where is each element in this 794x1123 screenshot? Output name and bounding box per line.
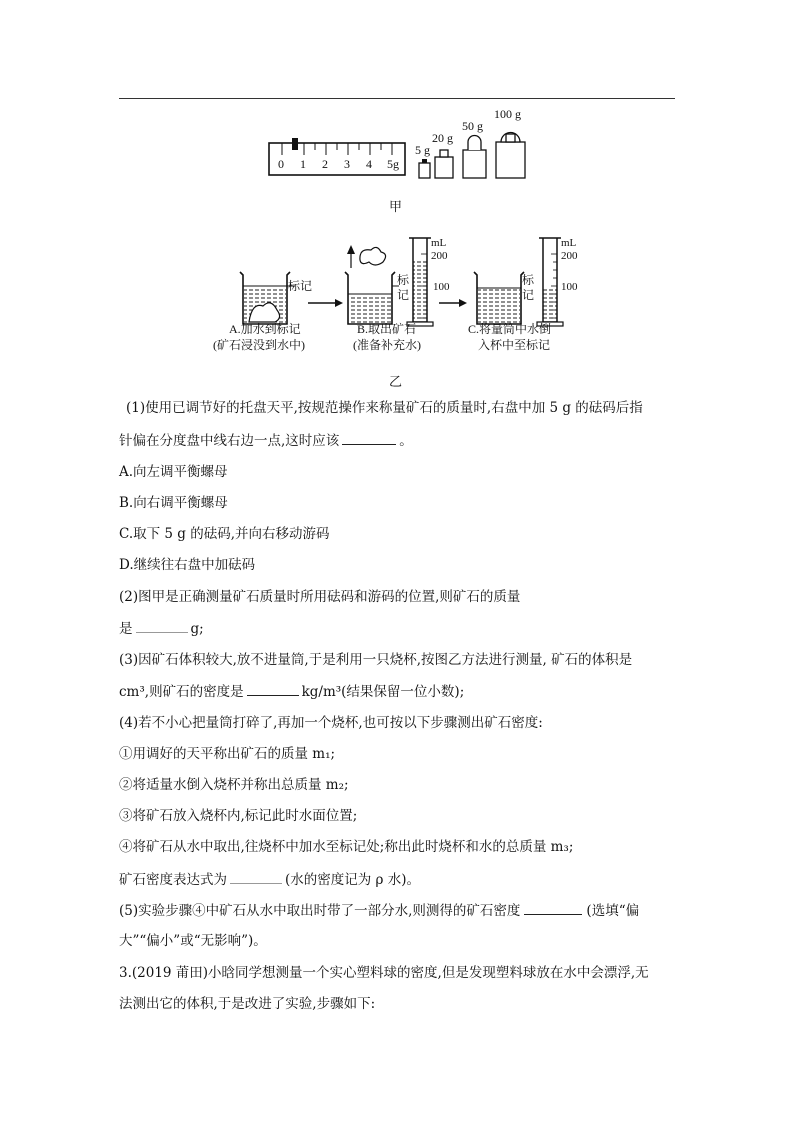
mark-label: 记 xyxy=(522,288,535,302)
ruler-tick: 3 xyxy=(344,157,350,171)
beaker-c xyxy=(474,272,524,324)
q3-line1: (3)因矿石体积较大,放不进量筒,于是利用一只烧杯,按图乙方法进行测量, 矿石的体积是 xyxy=(119,652,633,668)
weight-label: 5 g xyxy=(415,143,430,157)
cylinder-tick-100: 100 xyxy=(561,281,578,293)
step-a-caption: A.加水到标记 xyxy=(229,322,301,336)
q2-line2-unit: g; xyxy=(190,621,204,637)
answer-blank-2[interactable] xyxy=(136,618,188,633)
q1-line2-text: 针偏在分度盘中线右边一点,这时应该 xyxy=(119,433,340,449)
cylinder-tick-100: 100 xyxy=(433,281,450,293)
answer-blank-5[interactable] xyxy=(524,900,582,915)
q4-step2: ②将适量水倒入烧杯并称出总质量 m₂; xyxy=(119,777,349,793)
option-a: A.向左调平衡螺母 xyxy=(119,464,228,480)
beaker-b xyxy=(345,245,399,324)
q5-line2: 大”“偏小”或“无影响”)。 xyxy=(119,933,267,949)
q2-line1: (2)图甲是正确测量矿石质量时所用砝码和游码的位置,则矿石的质量 xyxy=(119,589,521,605)
q4-expression-text: 矿石密度表达式为 xyxy=(119,872,227,888)
answer-blank-1[interactable] xyxy=(342,430,396,445)
q3-line2 xyxy=(119,681,464,702)
weight-label: 20 g xyxy=(432,131,453,145)
ruler-tick: 0 xyxy=(278,157,284,171)
weight-label: 100 g xyxy=(494,107,521,121)
answer-blank-3[interactable] xyxy=(247,681,299,696)
step-b-caption: (准备补充水) xyxy=(353,338,421,352)
q2-line2 xyxy=(119,618,204,639)
option-c: C.取下 5 g 的砝码,并向右移动游码 xyxy=(119,526,330,542)
ruler-tick: 5g xyxy=(387,157,399,171)
q1-line2 xyxy=(119,430,413,451)
ruler-tick: 4 xyxy=(366,157,372,171)
q1-line1: (1)使用已调节好的托盘天平,按规范操作来称量矿石的质量时,右盘中加 5 g 的砝码后指 xyxy=(126,400,643,416)
cylinder-tick-200: 200 xyxy=(431,250,448,262)
ruler-tick: 2 xyxy=(322,157,328,171)
step-c-caption: 入杯中至标记 xyxy=(478,338,551,352)
answer-blank-4[interactable] xyxy=(230,869,282,884)
measuring-cylinder-2 xyxy=(537,238,563,326)
cylinder-tick-200: 200 xyxy=(561,250,578,262)
q4-line1: (4)若不小心把量筒打碎了,再加一个烧杯,也可按以下步骤测出矿石密度: xyxy=(119,715,543,731)
figure-jia xyxy=(260,100,540,185)
q3-line2-text: cm³,则矿石的密度是 xyxy=(119,684,244,700)
beaker-a xyxy=(240,272,295,324)
q1-line2-end: 。 xyxy=(399,433,413,449)
cylinder-unit: mL xyxy=(561,237,577,249)
measuring-cylinder-1 xyxy=(407,238,433,326)
mark-label: 标 xyxy=(397,273,410,287)
option-d: D.继续往右盘中加砝码 xyxy=(119,557,256,573)
step-b-caption: B.取出矿石 xyxy=(357,322,417,336)
weight-5g xyxy=(419,159,430,178)
rider-marker xyxy=(292,138,298,150)
next-question-line2: 法测出它的体积,于是改进了实验,步骤如下: xyxy=(119,996,376,1012)
ruler-tick: 1 xyxy=(300,157,306,171)
q4-step1: ①用调好的天平称出矿石的质量 m₁; xyxy=(119,746,336,762)
header-rule xyxy=(119,98,675,99)
figure-yi-caption: 乙 xyxy=(389,375,403,390)
q4-expression xyxy=(119,869,420,890)
weight-20g xyxy=(435,150,453,178)
figure-jia-caption: 甲 xyxy=(389,200,403,215)
q5-line1-text: (5)实验步骤④中矿石从水中取出时带了一部分水,则测得的矿石密度 xyxy=(119,903,521,919)
step-c-caption: C.将量筒中水倒 xyxy=(468,322,552,336)
cylinder-unit: mL xyxy=(431,237,447,249)
q4-step3: ③将矿石放入烧杯内,标记此时水面位置; xyxy=(119,808,358,824)
option-b: B.向右调平衡螺母 xyxy=(119,495,228,511)
q3-line2-unit: kg/m³(结果保留一位小数); xyxy=(301,684,465,700)
next-question-line1: 3.(2019 莆田)小晗同学想测量一个实心塑料球的密度,但是发现塑料球放在水中会漂浮,无 xyxy=(119,965,649,981)
q5-line1 xyxy=(119,900,639,921)
q4-step4: ④将矿石从水中取出,往烧杯中加水至标记处;称出此时烧杯和水的总质量 m₃; xyxy=(119,839,574,855)
figure-yi xyxy=(213,232,585,357)
step-a-caption: (矿石浸没到水中) xyxy=(213,338,305,352)
q4-expression-note: (水的密度记为 ρ 水)。 xyxy=(285,872,421,888)
q2-line2-text: 是 xyxy=(119,621,133,637)
mark-label: 标记 xyxy=(288,279,313,293)
mark-label: 标 xyxy=(522,273,535,287)
q5-line1-end: (选填“偏 xyxy=(586,903,640,919)
mark-label: 记 xyxy=(397,288,410,302)
weight-label: 50 g xyxy=(462,119,483,133)
weight-50g xyxy=(463,136,486,179)
weight-100g xyxy=(496,133,525,179)
